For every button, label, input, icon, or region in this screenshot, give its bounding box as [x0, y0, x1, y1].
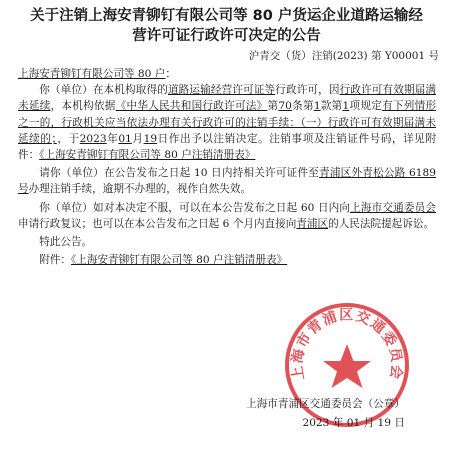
addressee-line — [18, 66, 436, 82]
office-address: 青浦区外青松公路 6189 号 — [18, 167, 437, 196]
p1-text-5: 条第 — [291, 100, 314, 113]
p1-text-3: ，本机构依据 — [50, 100, 116, 113]
p1-text-8: ，于 — [56, 132, 80, 145]
paragraph-procedure — [18, 165, 436, 197]
license-type: 道路运输经营许可证等 — [167, 84, 276, 97]
p1-text-11: 日作出予以注销决定。注销事项及注销证件号码，详见附件： — [18, 132, 437, 162]
decision-year: 2023 — [79, 132, 107, 145]
decision-month: 01 — [118, 132, 132, 145]
p2-text-1: 请你（单位）在公告发布之日起 10 日内持相关许可证件至 — [39, 167, 320, 180]
p1-text-1: 你（单位）在本机构取得的 — [39, 84, 168, 97]
article-number: 70 — [278, 100, 292, 113]
addressee-suffix: ： — [165, 68, 176, 80]
closing-notice: 特此公告。 — [39, 236, 93, 249]
p1-text-4: 第 — [267, 100, 279, 113]
legal-rule: 有下列情形之一的，行政机关应当依法办理有关行政许可的注销手续：（一）行政许可有效期届满未延续的； — [18, 100, 437, 145]
signature-block — [246, 395, 405, 433]
seal-text: 上海市青浦区交通委员会 — [289, 307, 405, 382]
addressee: 上海安青铆钉有限公司等 80 户 — [18, 68, 166, 80]
paragraph-decision — [18, 82, 436, 163]
attachment-name: 《上海安青铆钉有限公司等 80 户注销清册表》 — [70, 254, 288, 267]
seal-star — [323, 344, 371, 388]
p1-text-2: 行政许可，因 — [275, 84, 340, 97]
p3-text-1: 你（单位）如对本决定不服，可以在本公告发布之日起 60 日内向 — [39, 201, 351, 214]
law-name: 《中华人民共和国行政许可法》 — [115, 100, 268, 113]
p2-text-2: 办理注销手续，逾期不办理的，视作自然失效。 — [28, 183, 252, 196]
p3-text-3: 的人民法院提起诉讼。 — [328, 217, 435, 230]
issue-date: 2023 年 01 月 19 日 — [302, 417, 405, 429]
p1-text-10: 月 — [131, 132, 144, 145]
p1-text-7: 项规定 — [349, 100, 383, 113]
attachment-reference: 《上海安青铆钉有限公司等 80 户注销清册表》 — [39, 149, 256, 162]
decision-day: 19 — [143, 132, 158, 145]
paragraph-appeal — [18, 200, 436, 232]
review-agency: 上海市交通委员会 — [350, 201, 437, 214]
attachment-label: 附件： — [39, 254, 71, 267]
court-district: 青浦区 — [296, 217, 329, 230]
p1-text-6: 款第 — [320, 100, 343, 113]
cancel-reason: 行政许可有效期届满未延续 — [18, 84, 437, 113]
document-title — [8, 6, 445, 46]
clause-number: 1 — [313, 100, 321, 113]
p3-text-2: 申请行政复议；也可以在本公告发布之日起 6 个月内直接向 — [18, 217, 297, 230]
item-number: 1 — [342, 100, 350, 113]
title-line-1: 关于注销上海安青铆钉有限公司等 80 户货运企业道路运输经 — [30, 8, 423, 24]
document-body — [18, 66, 436, 268]
document-number: 沪青交（货）注销(2023) 第 Y00001 号 — [248, 50, 439, 62]
issuing-authority: 上海市青浦区交通委员会（公章） — [246, 398, 405, 410]
p1-text-9: 年 — [106, 132, 119, 145]
title-line-2: 营许可证行政许可决定的公告 — [132, 28, 321, 44]
attachment-line — [18, 252, 436, 268]
